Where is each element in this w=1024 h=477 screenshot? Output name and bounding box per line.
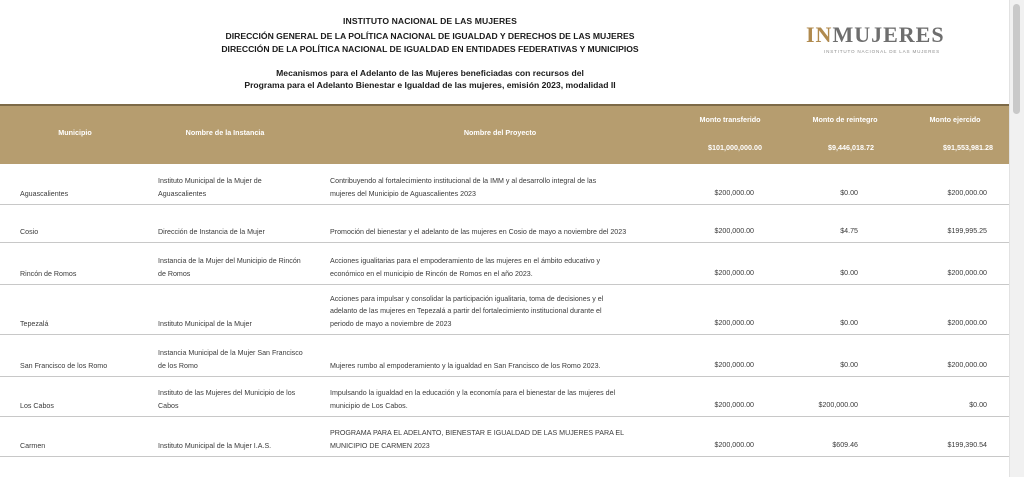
total-transferido: $101,000,000.00 <box>708 143 762 152</box>
cell-reintegro: $0.00 <box>840 319 858 327</box>
cell-proyecto <box>330 175 675 200</box>
cell-instancia <box>158 318 328 331</box>
cell-instancia <box>158 387 328 412</box>
column-proyecto: Nombre del Proyecto <box>463 128 537 137</box>
vertical-scrollbar[interactable] <box>1009 0 1024 477</box>
table-row <box>0 416 1010 457</box>
column-reintegro: Monto de reintegro <box>812 115 878 124</box>
directorate-general-title: DIRECCIÓN GENERAL DE LA POLÍTICA NACIONAL DE IGUALDAD Y DERECHOS DE LAS MUJERES <box>225 31 635 41</box>
cell-transferido: $200,000.00 <box>714 361 754 369</box>
cell-transferido: $200,000.00 <box>714 401 754 409</box>
cell-municipio: Carmen <box>20 442 46 450</box>
cell-reintegro: $609.46 <box>832 441 858 449</box>
institute-title: INSTITUTO NACIONAL DE LAS MUJERES <box>343 16 517 26</box>
cell-transferido: $200,000.00 <box>714 441 754 449</box>
logo-prefix: IN <box>806 22 833 47</box>
cell-ejercido: $0.00 <box>969 401 987 409</box>
cell-text-line: municipio de Los Cabos. <box>330 401 408 410</box>
cell-transferido: $200,000.00 <box>714 227 754 235</box>
cell-ejercido: $200,000.00 <box>947 189 987 197</box>
column-municipio: Municipio <box>58 128 92 137</box>
cell-instancia <box>158 440 328 453</box>
cell-proyecto <box>330 226 675 239</box>
cell-transferido: $200,000.00 <box>714 319 754 327</box>
cell-ejercido: $199,995.25 <box>947 227 987 235</box>
cell-instancia <box>158 347 328 372</box>
table-row <box>0 334 1010 377</box>
cell-municipio: Tepezalá <box>20 320 49 328</box>
cell-transferido: $200,000.00 <box>714 269 754 277</box>
cell-text-line: Dirección de Instancia de la Mujer <box>158 227 265 236</box>
cell-text-line: Impulsando la igualdad en la educación y la economía para el bienestar de las mujeres del <box>330 389 616 397</box>
cell-text-line: Promoción del bienestar y el adelanto de las mujeres en Cosio de mayo a noviembre del 2023 <box>330 227 627 236</box>
column-ejercido: Monto ejercido <box>929 115 981 124</box>
cell-text-line: mujeres del Municipio de Aguascalientes 2023 <box>330 189 476 198</box>
inmujeres-logo <box>806 22 976 54</box>
cell-text-line: Instituto Municipal de la Mujer <box>158 319 252 328</box>
cell-reintegro: $200,000.00 <box>818 401 858 409</box>
cell-reintegro: $0.00 <box>840 361 858 369</box>
cell-instancia <box>158 175 328 200</box>
cell-municipio: Rincón de Romos <box>20 270 77 278</box>
cell-text-line: PROGRAMA PARA EL ADELANTO, BIENESTAR E IGUALDAD DE LAS MUJERES PARA EL <box>330 429 625 437</box>
cell-transferido: $200,000.00 <box>714 189 754 197</box>
directorate-title: DIRECCIÓN DE LA POLÍTICA NACIONAL DE IGUALDAD EN ENTIDADES FEDERATIVAS Y MUNICIPIOS <box>221 44 639 54</box>
cell-municipio: Los Cabos <box>20 402 54 410</box>
cell-text-line: Cabos <box>158 401 179 410</box>
cell-ejercido: $199,390.54 <box>947 441 987 449</box>
cell-proyecto <box>330 427 675 452</box>
cell-ejercido: $200,000.00 <box>947 319 987 327</box>
table-header <box>0 104 1010 164</box>
cell-text-line: Acciones igualitarias para el empoderamiento de las mujeres en el ámbito educativo y <box>330 257 601 265</box>
table-row <box>0 204 1010 243</box>
table-row <box>0 162 1010 205</box>
cell-ejercido: $200,000.00 <box>947 269 987 277</box>
cell-text-line: de los Romo <box>158 361 198 370</box>
table-row <box>0 376 1010 417</box>
cell-proyecto <box>330 387 675 412</box>
table-row <box>0 284 1010 335</box>
cell-text-line: periodo de mayo a noviembre de 2023 <box>330 319 452 328</box>
cell-reintegro: $0.00 <box>840 189 858 197</box>
cell-text-line: Instituto Municipal de la Mujer de <box>158 177 262 185</box>
cell-text-line: Contribuyendo al fortalecimiento institucional de la IMM y al desarrollo integral de las <box>330 177 597 185</box>
cell-municipio: San Francisco de los Romo <box>20 362 108 370</box>
report-subtitle-line2: Programa para el Adelanto Bienestar e Igualdad de las mujeres, emisión 2023, modalidad II <box>244 80 616 90</box>
cell-instancia <box>158 226 328 239</box>
cell-proyecto <box>330 293 675 331</box>
cell-reintegro: $0.00 <box>840 269 858 277</box>
table-row <box>0 242 1010 285</box>
cell-municipio: Aguascalientes <box>20 190 69 198</box>
cell-instancia <box>158 255 328 280</box>
cell-municipio: Cosio <box>20 228 39 236</box>
column-transferido: Monto transferido <box>699 115 761 124</box>
report-subtitle-line1: Mecanismos para el Adelanto de las Mujeres beneficiadas con recursos del <box>276 68 584 78</box>
cell-text-line: Instancia Municipal de la Mujer San Francisco <box>158 349 303 357</box>
cell-text-line: de Romos <box>158 269 191 278</box>
logo-tagline: INSTITUTO NACIONAL DE LAS MUJERES <box>824 49 940 54</box>
column-instancia: Nombre de la Instancia <box>185 128 265 137</box>
logo-main: MUJERES <box>832 22 945 47</box>
cell-reintegro: $4.75 <box>840 227 858 235</box>
cell-text-line: económico en el municipio de Rincón de Romos en el año 2023. <box>330 269 533 278</box>
cell-proyecto <box>330 360 675 373</box>
cell-text-line: Acciones para impulsar y consolidar la participación igualitaria, toma de decisiones y el <box>330 294 604 303</box>
scrollbar-thumb[interactable] <box>1013 4 1020 114</box>
cell-text-line: Aguascalientes <box>158 189 207 198</box>
cell-proyecto <box>330 255 675 280</box>
total-reintegro: $9,446,018.72 <box>828 143 874 152</box>
cell-text-line: Instancia de la Mujer del Municipio de Rincón <box>158 257 301 265</box>
cell-text-line: adelanto de las mujeres en Tepezalá a partir del fortalecimiento institucional durante el <box>330 307 602 315</box>
cell-text-line: Instituto de las Mujeres del Municipio de los <box>158 389 296 397</box>
cell-ejercido: $200,000.00 <box>947 361 987 369</box>
cell-text-line: Mujeres rumbo al empoderamiento y la igualdad en San Francisco de los Romo 2023. <box>330 361 601 370</box>
cell-text-line: Instituto Municipal de la Mujer I.A.S. <box>158 441 272 450</box>
total-ejercido: $91,553,981.28 <box>943 143 993 152</box>
cell-text-line: MUNICIPIO DE CARMEN 2023 <box>330 441 430 450</box>
